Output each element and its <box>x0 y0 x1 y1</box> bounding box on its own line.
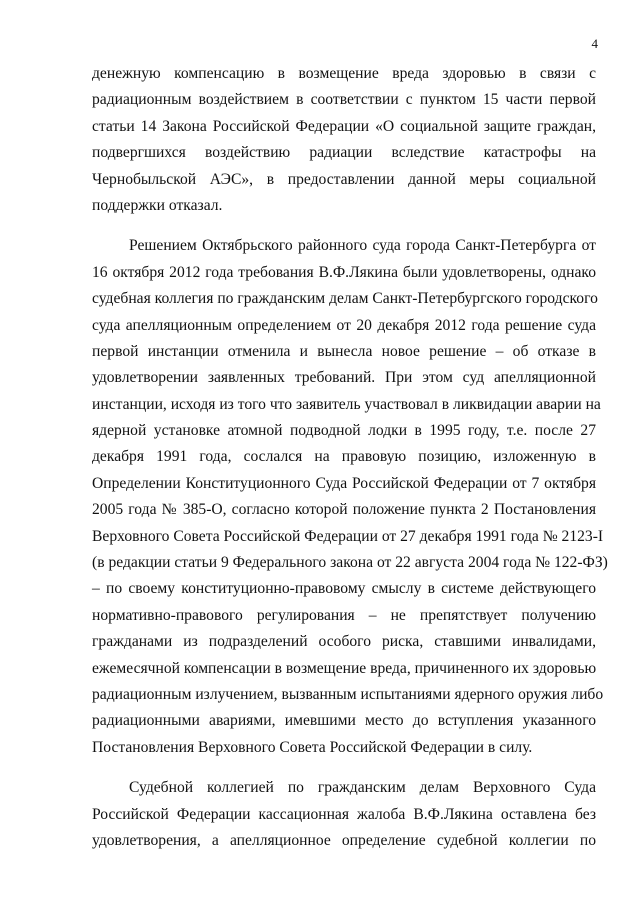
text-line: – по своему конституционно-правовому смыслу в системе действующего <box>92 580 596 598</box>
text-line: статьи 14 Закона Российской Федерации «О социальной защите граждан, <box>92 117 596 135</box>
text-line: радиационными авариями, имевшими место до вступления указанного <box>92 712 596 730</box>
text-line: первой инстанции отменила и вынесла новое решение – об отказе в <box>92 342 596 360</box>
text-line: 2005 года № 385-О, согласно которой положение пункта 2 Постановления <box>92 501 596 519</box>
paragraph <box>92 233 608 761</box>
text-line: инстанции, исходя из того что заявитель участвовал в ликвидации аварии на <box>92 395 601 413</box>
paragraph-gap <box>92 219 596 233</box>
text-line: (в редакции статьи 9 Федерального закона от 22 августа 2004 года № 122-ФЗ) <box>92 554 608 572</box>
text-line: судебная коллегия по гражданским делам Санкт-Петербургского городского <box>92 290 598 308</box>
text-line: Решением Октябрьского районного суда города Санкт-Петербурга от <box>129 237 596 255</box>
text-line: денежную компенсацию в возмещение вреда здоровью в связи с <box>92 65 596 82</box>
text-line: удовлетворения, а апелляционное определение судебной коллегии по <box>92 831 596 849</box>
text-line: ядерной установке атомной подводной лодки в 1995 году, т.е. после 27 <box>92 422 596 440</box>
paragraph <box>92 775 596 854</box>
text-line: ежемесячной компенсации в возмещение вреда, причиненного их здоровью <box>92 659 597 677</box>
text-line: Постановления Верховного Совета Российской Федерации в силу. <box>92 738 533 756</box>
text-line: подвергшихся воздействию радиации вследствие катастрофы на <box>92 144 596 162</box>
text-line: Определении Конституционного Суда Российской Федерации от 7 октября <box>92 474 596 492</box>
paragraph-gap <box>92 761 596 775</box>
text-line: радиационным излучением, вызванным испытаниями ядерного оружия либо <box>92 685 604 703</box>
document-body <box>92 61 608 854</box>
paragraph <box>92 61 596 219</box>
text-line: радиационным воздействием в соответствии с пунктом 15 части первой <box>92 91 596 109</box>
text-line: Чернобыльской АЭС», в предоставлении данной меры социальной <box>92 170 596 188</box>
text-line: декабря 1991 года, сослался на правовую позицию, изложенную в <box>92 448 596 466</box>
text-line: гражданами из подразделений особого риска, ставшими инвалидами, <box>92 633 596 651</box>
text-line: удовлетворении заявленных требований. При этом суд апелляционной <box>92 369 596 387</box>
text-line: Верховного Совета Российской Федерации от 27 декабря 1991 года № 2123-I <box>92 527 604 545</box>
text-line: Российской Федерации кассационная жалоба В.Ф.Лякина оставлена без <box>92 805 596 823</box>
text-line: Судебной коллегией по гражданским делам Верховного Суда <box>129 779 596 797</box>
text-line: 16 октября 2012 года требования В.Ф.Лякина были удовлетворены, однако <box>92 263 596 281</box>
text-line: суда апелляционным определением от 20 декабря 2012 года решение суда <box>92 316 596 334</box>
text-line: поддержки отказал. <box>92 196 223 214</box>
text-line: нормативно-правового регулирования – не препятствует получению <box>92 606 596 624</box>
page-number: 4 <box>591 36 598 51</box>
